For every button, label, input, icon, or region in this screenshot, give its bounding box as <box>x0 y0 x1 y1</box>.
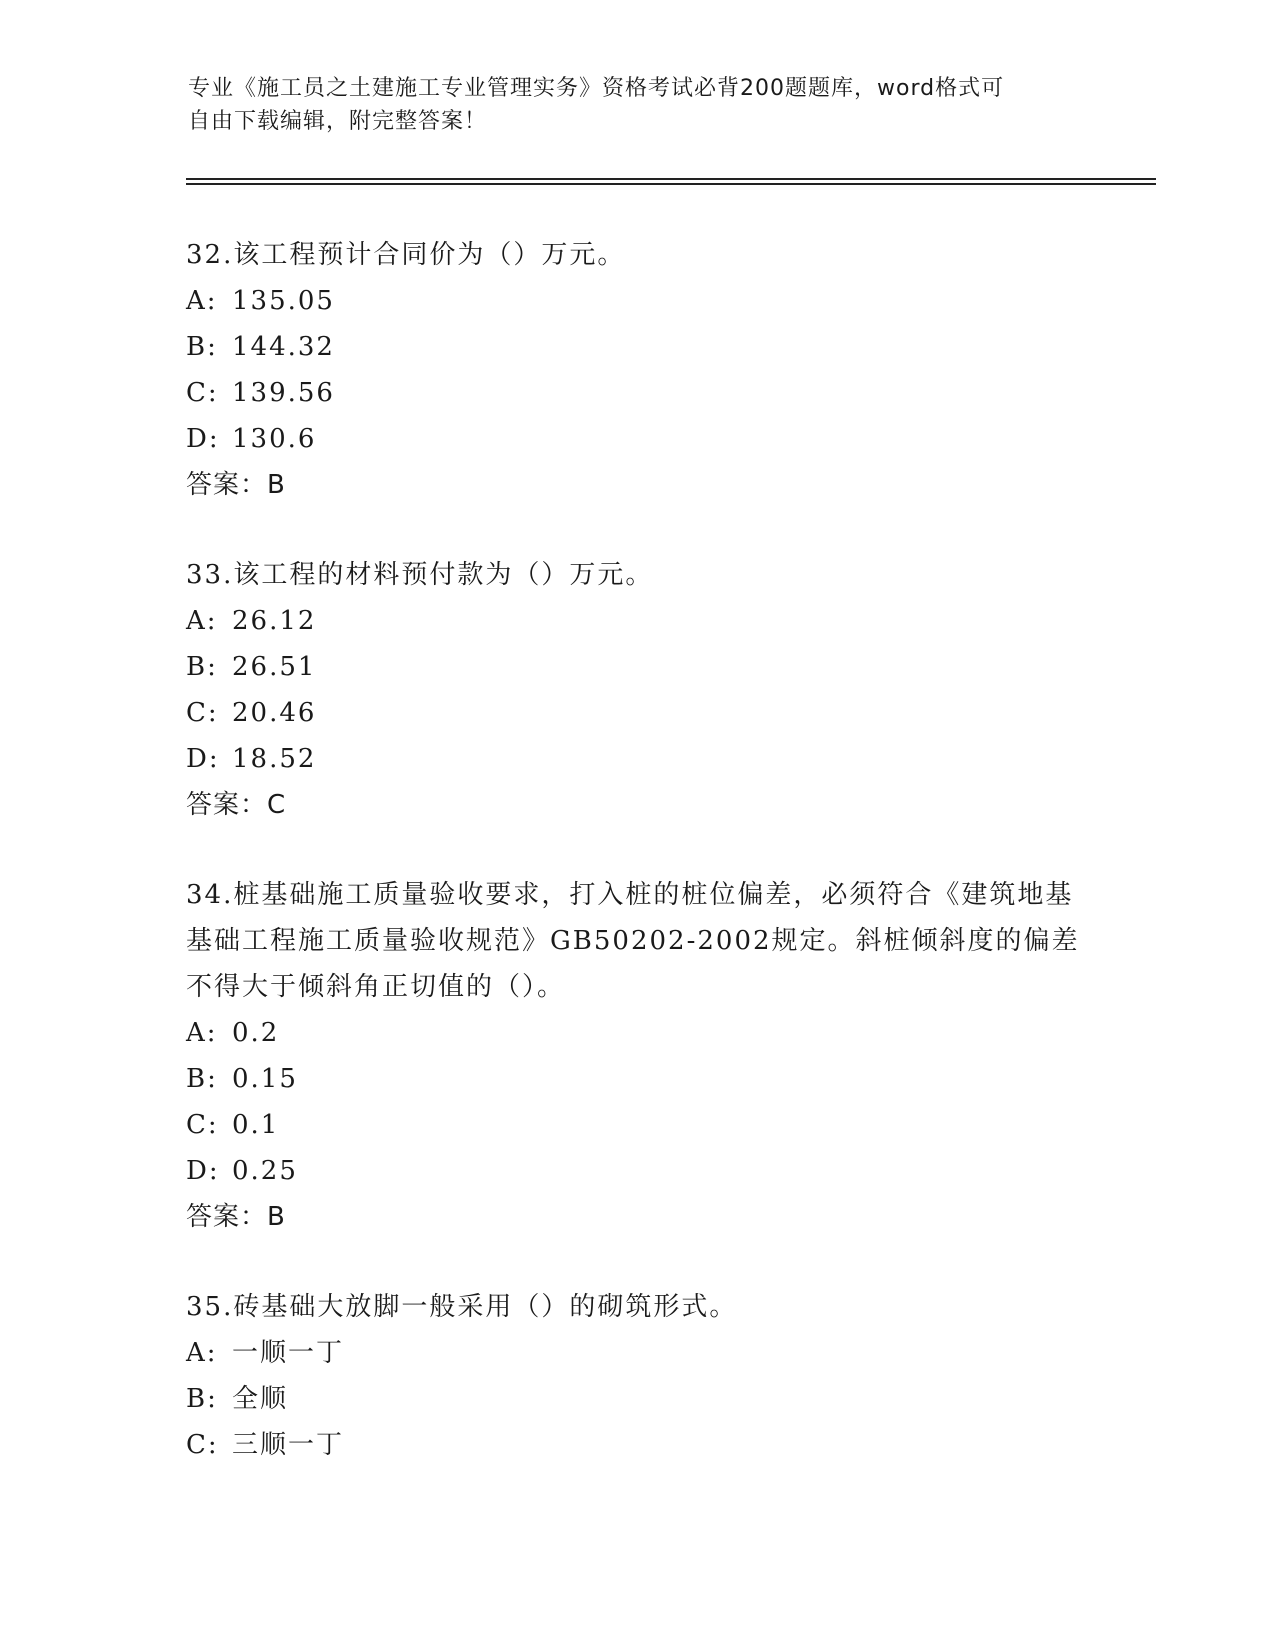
option-c: C: 20.46 <box>186 698 317 728</box>
question-stem: 35.砖基础大放脚一般采用（）的砌筑形式。 <box>186 1292 738 1322</box>
question-stem: 33.该工程的材料预付款为（）万元。 <box>186 560 654 590</box>
document-header <box>188 72 1068 138</box>
answer: 答案：B <box>186 470 286 500</box>
option-d: D: 18.52 <box>186 744 317 774</box>
question-stem: 34.桩基础施工质量验收要求，打入桩的桩位偏差，必须符合《建筑地基基础工程施工质量验收规范》GB50202-2002规定。斜桩倾斜度的偏差不得大于倾斜角正切值的（）。 <box>186 880 1080 1002</box>
option-b: B: 0.15 <box>186 1064 298 1094</box>
option-d: D: 0.25 <box>186 1156 298 1186</box>
option-d: D: 130.6 <box>186 424 317 454</box>
option-a: A: 135.05 <box>186 286 335 316</box>
option-b: B: 26.51 <box>186 652 317 682</box>
question-35 <box>186 1284 1086 1468</box>
option-a: A: 一顺一丁 <box>186 1338 345 1368</box>
option-b: B: 全顺 <box>186 1384 289 1414</box>
option-a: A: 0.2 <box>186 1018 280 1048</box>
option-c: C: 0.1 <box>186 1110 280 1140</box>
answer: 答案：C <box>186 790 287 820</box>
question-34 <box>186 872 1086 1240</box>
header-divider-top <box>186 178 1156 180</box>
header-line-1: 专业《施工员之土建施工专业管理实务》资格考试必背200题题库，word格式可 <box>188 76 1005 101</box>
option-a: A: 26.12 <box>186 606 317 636</box>
question-stem: 32.该工程预计合同价为（）万元。 <box>186 240 626 270</box>
header-line-2: 自由下载编辑，附完整答案！ <box>188 109 488 134</box>
option-c: C: 139.56 <box>186 378 335 408</box>
answer: 答案：B <box>186 1202 286 1232</box>
header-divider-bottom <box>186 183 1156 185</box>
question-33 <box>186 552 1086 828</box>
option-c: C: 三顺一丁 <box>186 1430 345 1460</box>
option-b: B: 144.32 <box>186 332 335 362</box>
question-32 <box>186 232 1086 508</box>
